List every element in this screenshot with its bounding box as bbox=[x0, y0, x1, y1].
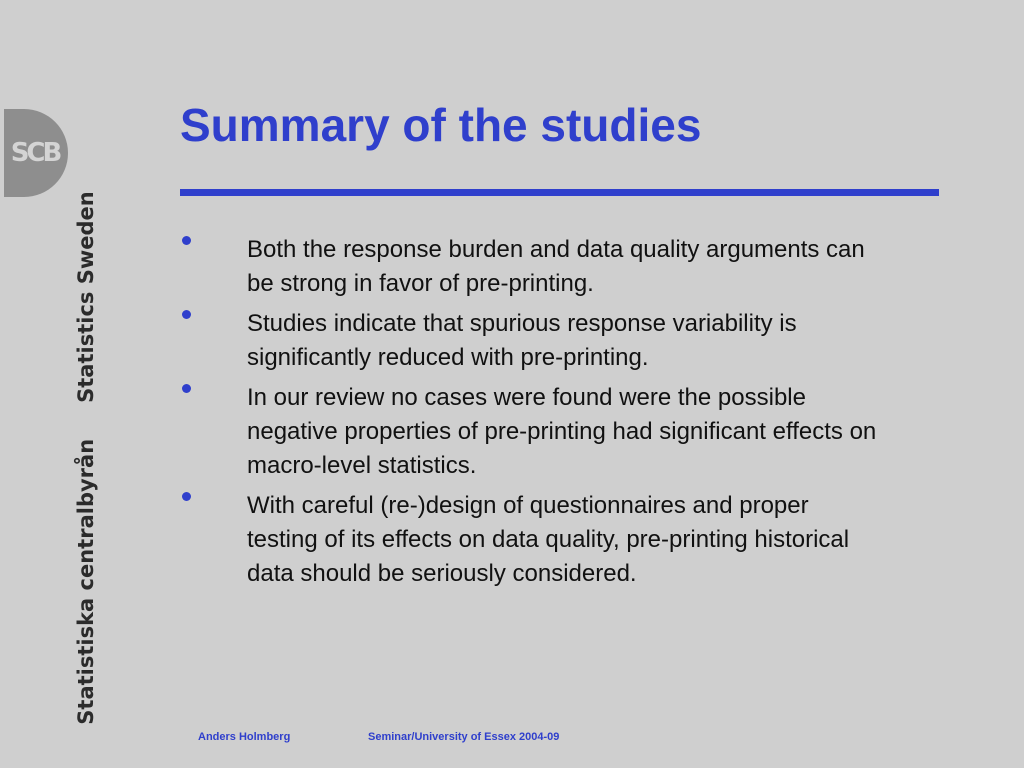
bullet-text: Both the response burden and data quality arguments can be strong in favor of pre-printing. bbox=[247, 236, 865, 297]
bullet-dot-icon bbox=[182, 492, 191, 501]
slide-title: Summary of the studies bbox=[180, 99, 702, 151]
bullet-list bbox=[180, 233, 880, 597]
bullet-dot-icon bbox=[182, 310, 191, 319]
logo-text: SCB bbox=[10, 138, 60, 168]
bullet-item bbox=[180, 381, 880, 483]
bullet-text: Studies indicate that spurious response variability is significantly reduced with pre-printing. bbox=[247, 310, 797, 371]
footer-seminar: Seminar/University of Essex 2004-09 bbox=[368, 731, 560, 743]
brand-swedish: Statistiska centralbyrån bbox=[74, 438, 98, 725]
bullet-dot-icon bbox=[182, 236, 191, 245]
footer-author: Anders Holmberg bbox=[198, 731, 291, 743]
title-underline bbox=[180, 189, 939, 196]
bullet-item bbox=[180, 489, 880, 591]
bullet-item bbox=[180, 307, 880, 375]
brand-english: Statistics Sweden bbox=[74, 191, 98, 403]
bullet-dot-icon bbox=[182, 384, 191, 393]
bullet-text: In our review no cases were found were the possible negative properties of pre-printing had significant effects on macro-level statistics. bbox=[247, 384, 877, 479]
bullet-text: With careful (re-)design of questionnaires and proper testing of its effects on data quality, pre-printing historical data should be seriously considered. bbox=[247, 492, 850, 587]
bullet-item bbox=[180, 233, 880, 301]
vertical-brand bbox=[74, 191, 98, 724]
